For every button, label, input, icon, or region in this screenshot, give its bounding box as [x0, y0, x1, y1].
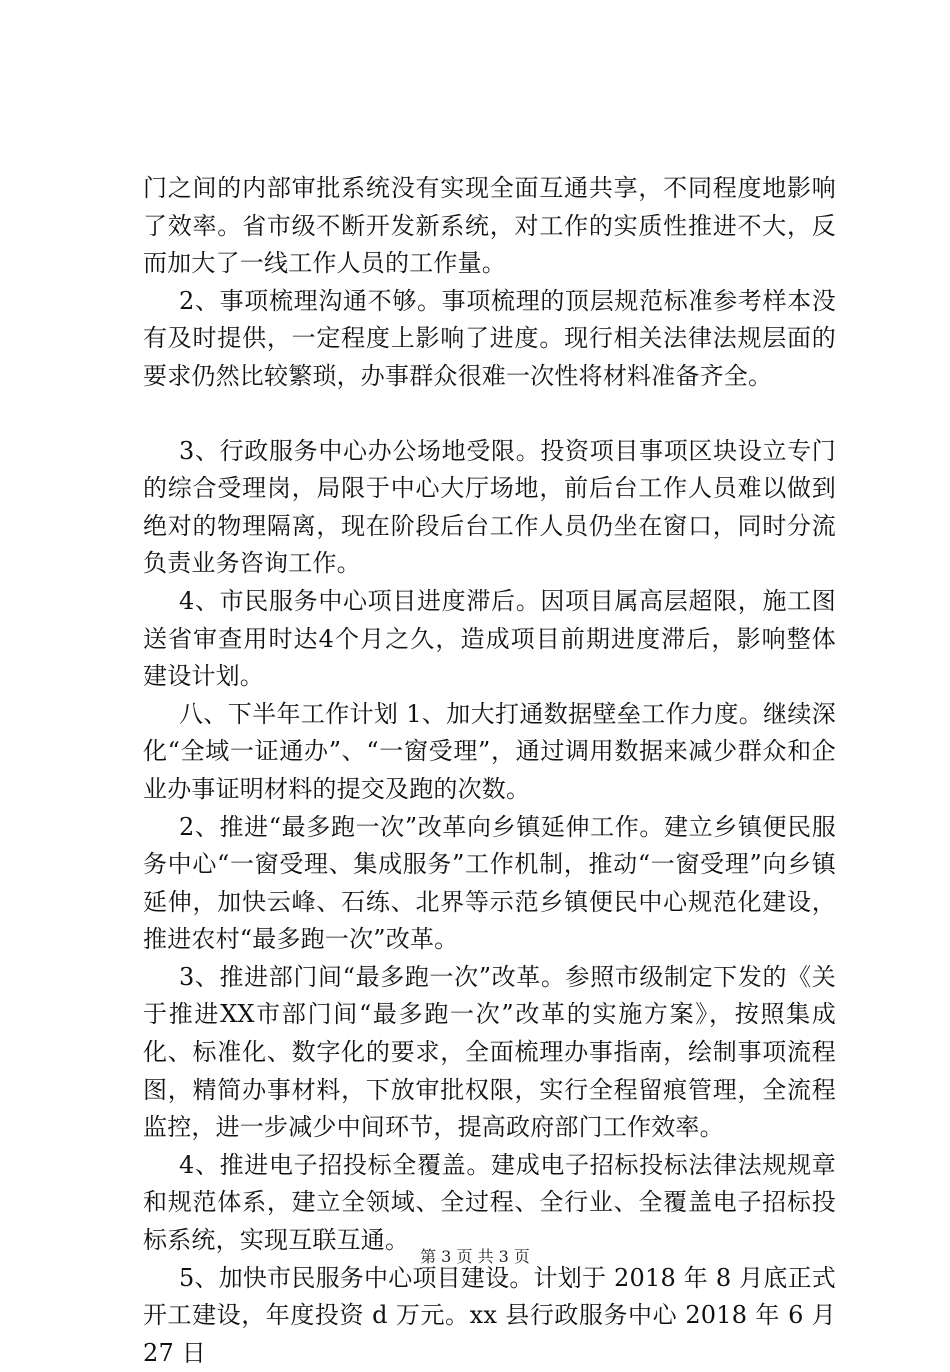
document-body — [143, 170, 836, 1372]
paragraph-plan-5: 5、加快市民服务中心项目建设。计划于 2018 年 8 月底正式开工建设，年度投资 d 万元。xx 县行政服务中心 2018 年 6 月 27 日 — [143, 1263, 836, 1367]
paragraph-continuation: 门之间的内部审批系统没有实现全面互通共享，不同程度地影响了效率。省市级不断开发新系统，对工作的实质性推进不大，反而加大了一线工作人员的工作量。 — [143, 174, 836, 278]
paragraph-plan-3: 3、推进部门间“最多跑一次”改革。参照市级制定下发的《关于推进XX市部门间“最多跑一次”改革的实施方案》，按照集成化、标准化、数字化的要求，全面梳理办事指南，绘制事项流程图，精简办事材料，下放审批权限，实行全程留痕管理，全流程监控，进一步减少中间环节，提高政府部门工作效率。 — [143, 962, 836, 1142]
paragraph-plan-2: 2、推进“最多跑一次”改革向乡镇延伸工作。建立乡镇便民服务中心“一窗受理、集成服务”工作机制，推动“一窗受理”向乡镇延伸，加快云峰、石练、北界等示范乡镇便民中心规范化建设，推进农村“最多跑一次”改革。 — [143, 812, 836, 954]
paragraph-issue-2: 2、事项梳理沟通不够。事项梳理的顶层规范标准参考样本没有及时提供，一定程度上影响了进度。现行相关法律法规层面的要求仍然比较繁琐，办事群众很难一次性将材料准备齐全。 — [143, 286, 836, 390]
paragraph-issue-4: 4、市民服务中心项目进度滞后。因项目属高层超限，施工图送省审查用时达4个月之久，造成项目前期进度滞后，影响整体建设计划。 — [143, 586, 836, 691]
paragraph-issue-3: 3、行政服务中心办公场地受限。投资项目事项区块设立专门的综合受理岗，局限于中心大厅场地，前后台工作人员难以做到绝对的物理隔离，现在阶段后台工作人员仍坐在窗口，同时分流负责业务咨询工作。 — [143, 436, 836, 578]
paragraph-plan-4: 4、推进电子招投标全覆盖。建成电子招标投标法律法规规章和规范体系，建立全领域、全过程、全行业、全覆盖电子招标投标系统，实现互联互通。 — [143, 1150, 836, 1255]
paragraph-plan-heading-1: 八、下半年工作计划 1、加大打通数据壁垒工作力度。继续深化“全域一证通办”、“一窗受理”，通过调用数据来减少群众和企业办事证明材料的提交及跑的次数。 — [143, 699, 836, 803]
page-footer: 第 3 页 共 3 页 — [420, 1247, 530, 1266]
